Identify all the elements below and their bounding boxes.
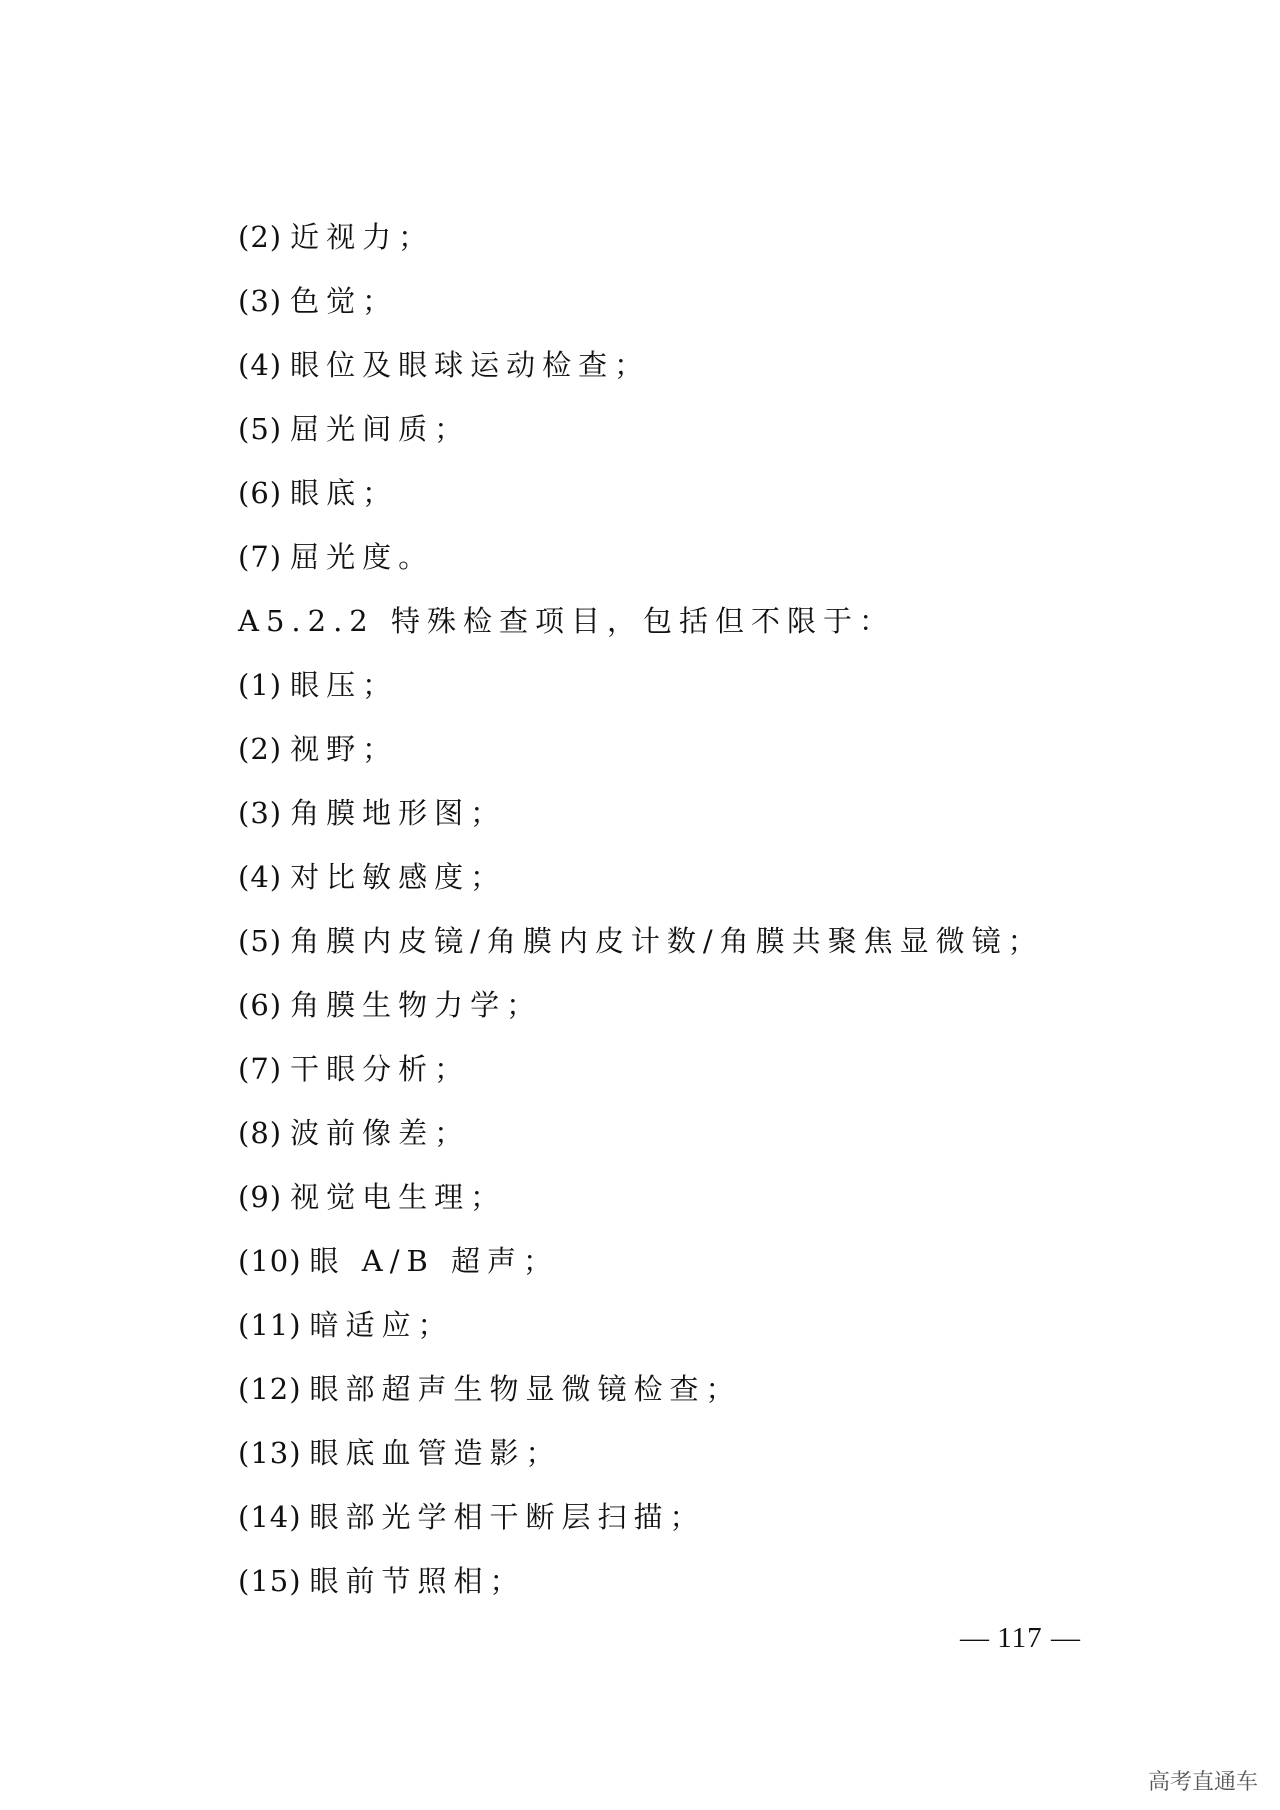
item-number: (3)	[238, 796, 283, 830]
list-item	[238, 1549, 1138, 1613]
list-item	[238, 1293, 1138, 1357]
item-text: 屈光间质；	[290, 412, 471, 446]
list-item	[238, 461, 1138, 525]
list-item	[238, 1357, 1138, 1421]
list-item	[238, 1485, 1138, 1549]
item-number: (2)	[238, 220, 283, 254]
list-item	[238, 845, 1138, 909]
list-item	[238, 1421, 1138, 1485]
item-text: 眼部光学相干断层扫描；	[309, 1500, 706, 1534]
item-number: (11)	[238, 1308, 302, 1342]
section-heading: A5.2.2 特殊检查项目，包括但不限于：	[238, 604, 895, 638]
list-item	[238, 397, 1138, 461]
list-item	[238, 781, 1138, 845]
item-text: 眼部超声生物显微镜检查；	[309, 1372, 742, 1406]
list-item	[238, 1037, 1138, 1101]
item-text: 视觉电生理；	[290, 1180, 507, 1214]
item-text: 眼压；	[290, 668, 399, 702]
item-number: (13)	[238, 1436, 302, 1470]
list-item	[238, 333, 1138, 397]
item-text: 波前像差；	[290, 1116, 471, 1150]
item-text: 眼位及眼球运动检查；	[290, 348, 651, 382]
item-number: (4)	[238, 860, 283, 894]
list-item	[238, 525, 1138, 589]
item-text: 干眼分析；	[290, 1052, 471, 1086]
item-text: 角膜内皮镜/角膜内皮计数/角膜共聚焦显微镜；	[290, 924, 1044, 958]
list-item	[238, 1165, 1138, 1229]
item-number: (7)	[238, 540, 283, 574]
item-number: (7)	[238, 1052, 283, 1086]
item-number: (5)	[238, 412, 283, 446]
list-item	[238, 205, 1138, 269]
item-number: (14)	[238, 1500, 302, 1534]
item-text: 暗适应；	[309, 1308, 454, 1342]
page-number-value: 117	[997, 1622, 1043, 1654]
page-number	[960, 1622, 1080, 1655]
item-text: 眼前节照相；	[309, 1564, 526, 1598]
item-text: 角膜生物力学；	[290, 988, 543, 1022]
document-body	[238, 205, 1138, 1613]
list-item	[238, 909, 1138, 973]
item-text: 色觉；	[290, 284, 399, 318]
item-number: (9)	[238, 1180, 283, 1214]
list-item	[238, 717, 1138, 781]
item-number: (6)	[238, 476, 283, 510]
list-item	[238, 653, 1138, 717]
item-number: (10)	[238, 1244, 302, 1278]
item-number: (4)	[238, 348, 283, 382]
item-text: 近视力；	[290, 220, 435, 254]
item-text: 眼 A/B 超声；	[309, 1244, 559, 1278]
item-text: 眼底血管造影；	[309, 1436, 562, 1470]
page-number-dash-right: —	[1050, 1622, 1080, 1654]
item-number: (1)	[238, 668, 283, 702]
item-number: (3)	[238, 284, 283, 318]
item-text: 对比敏感度；	[290, 860, 507, 894]
watermark: 高考直通车	[1147, 1770, 1258, 1795]
page-number-dash-left: —	[960, 1622, 989, 1654]
item-text: 视野；	[290, 732, 399, 766]
item-text: 角膜地形图；	[290, 796, 507, 830]
item-number: (12)	[238, 1372, 302, 1406]
item-number: (15)	[238, 1564, 302, 1598]
list-item	[238, 1101, 1138, 1165]
item-number: (5)	[238, 924, 283, 958]
list-item	[238, 269, 1138, 333]
item-number: (8)	[238, 1116, 283, 1150]
item-text: 眼底；	[290, 476, 399, 510]
list-item	[238, 1229, 1138, 1293]
item-text: 屈光度。	[290, 540, 435, 574]
item-number: (2)	[238, 732, 283, 766]
list-item	[238, 973, 1138, 1037]
item-number: (6)	[238, 988, 283, 1022]
